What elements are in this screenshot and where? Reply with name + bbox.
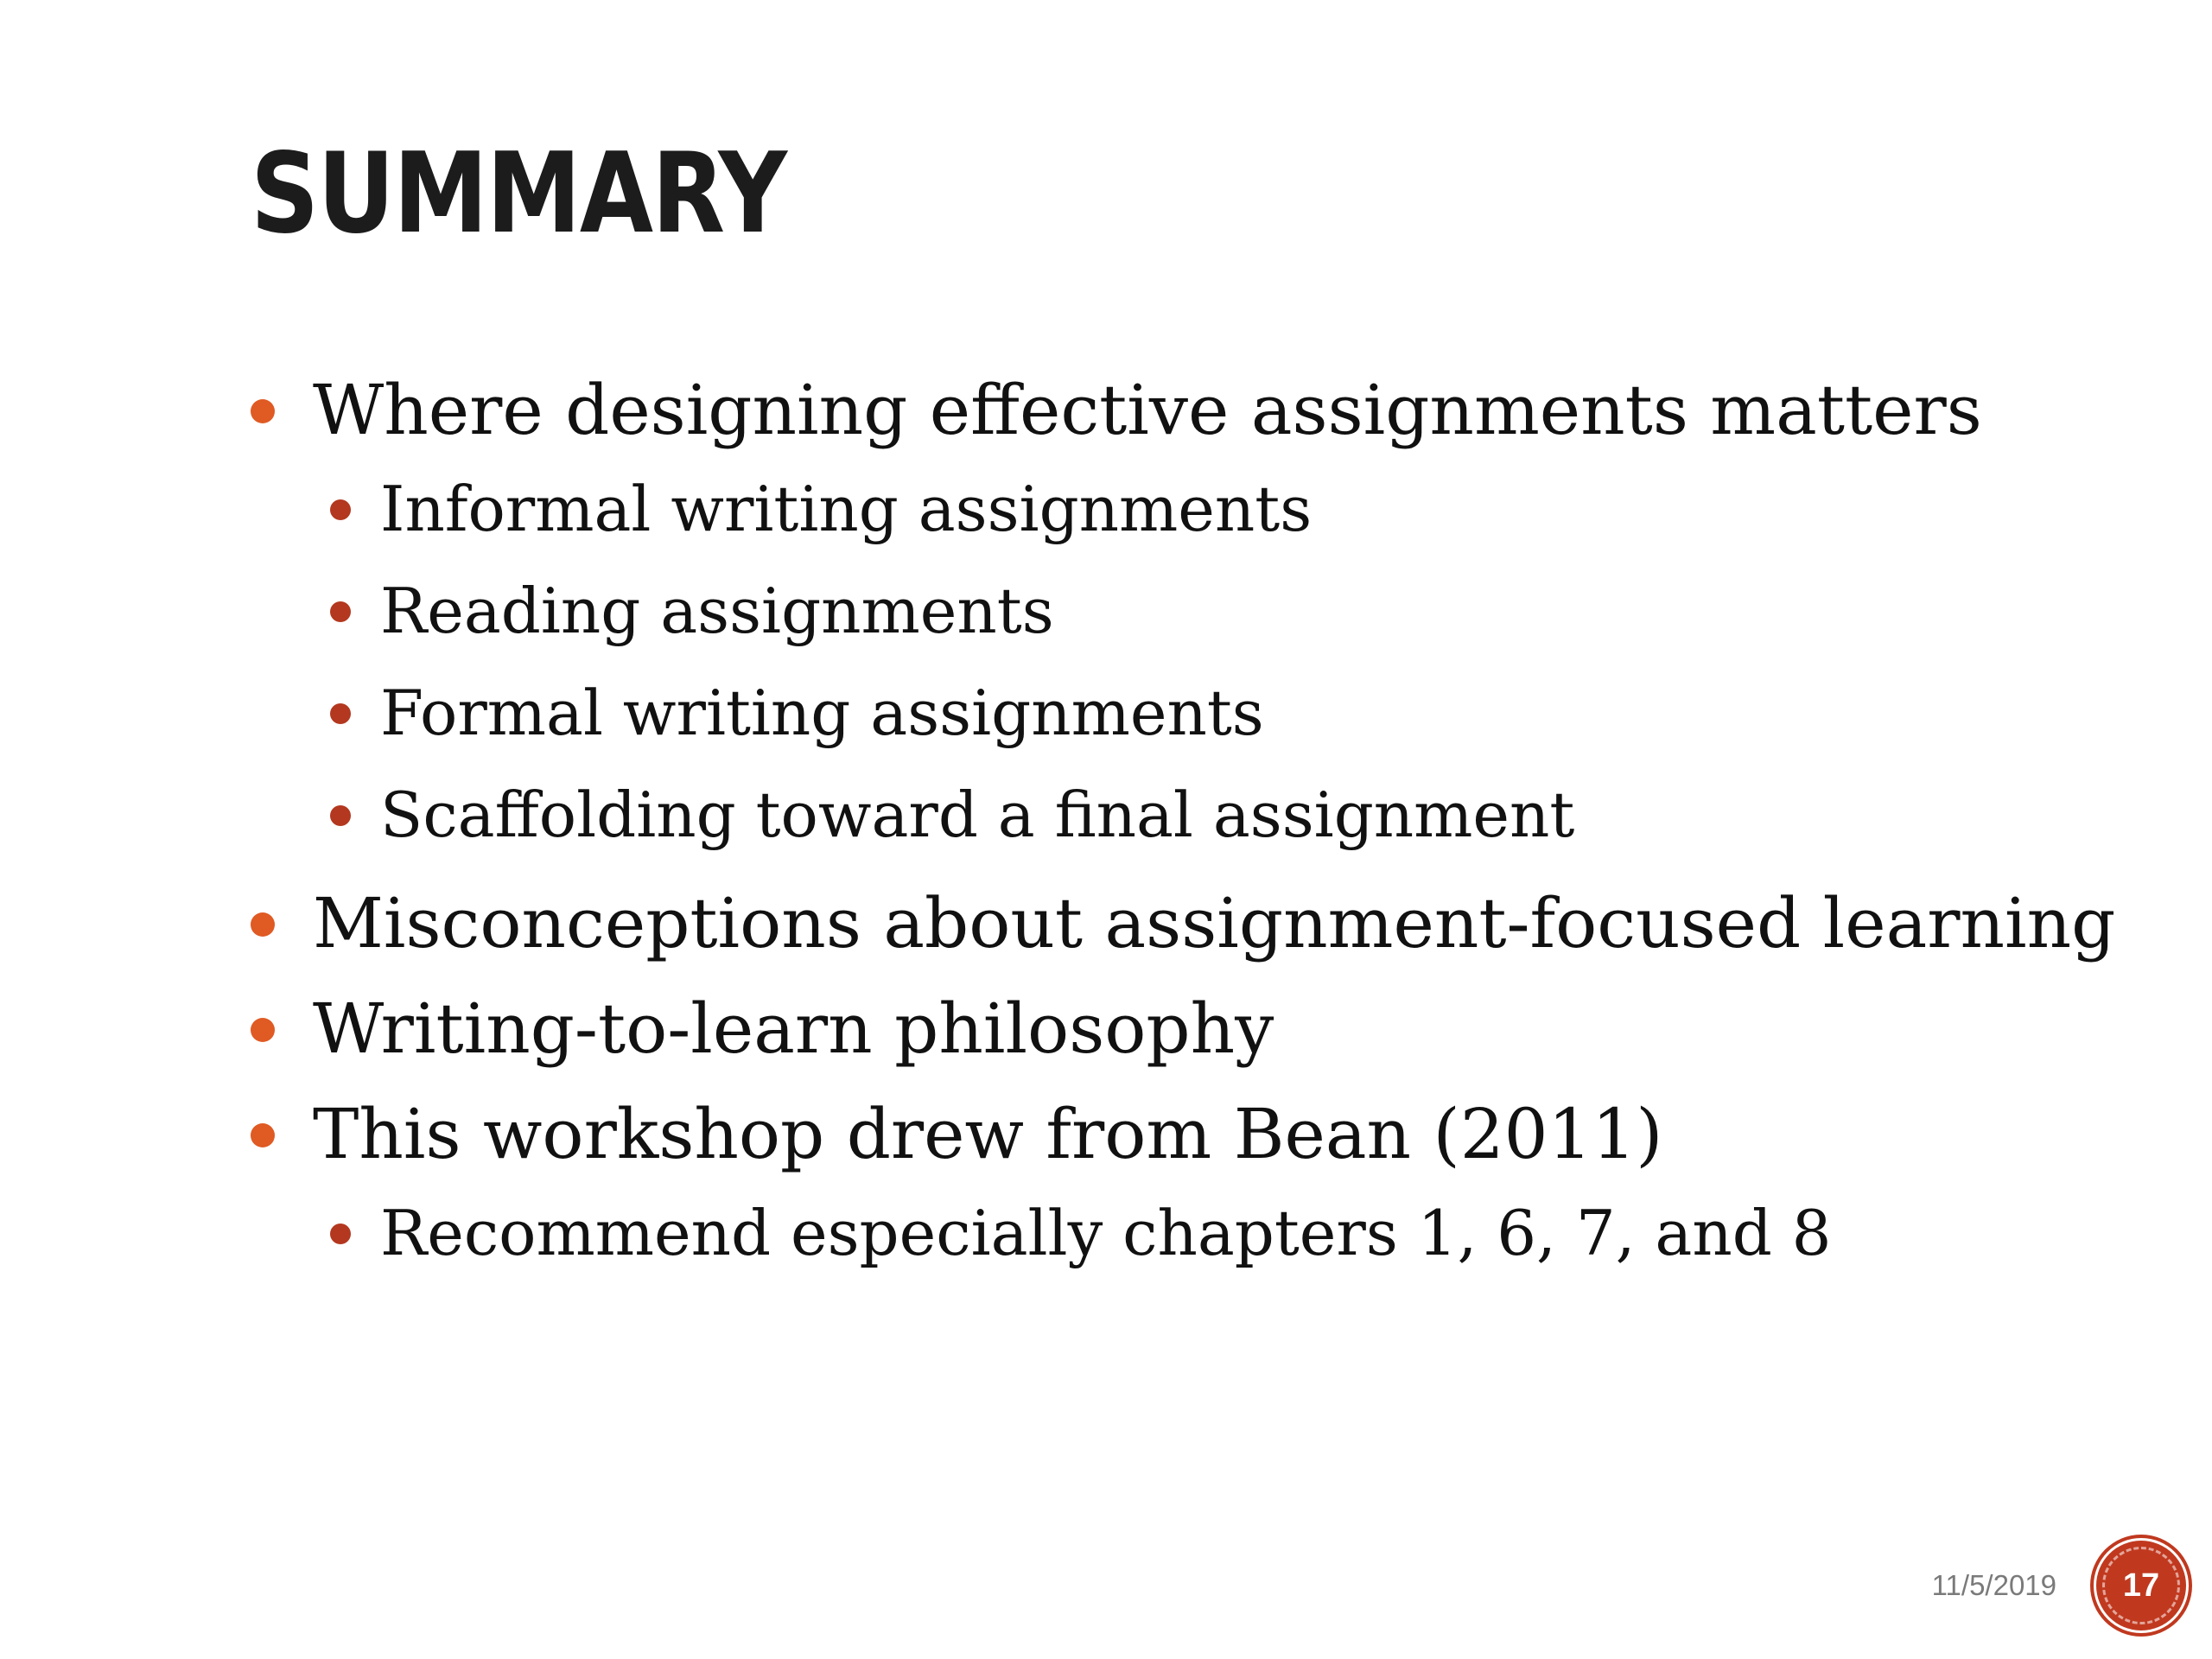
sub-bullet-item <box>251 764 2177 866</box>
bullet-dot-icon <box>251 399 275 423</box>
bullet-item <box>251 363 2177 458</box>
sub-bullet-dot-icon <box>330 805 351 826</box>
sub-bullet-dot-icon <box>330 499 351 520</box>
sub-bullet-dot-icon <box>330 703 351 724</box>
sub-bullet-dot-icon <box>330 601 351 622</box>
sub-bullet-item <box>251 458 2177 560</box>
bullet-list <box>251 363 2177 1284</box>
bullet-text: This workshop drew from Bean (2011) <box>313 1094 1663 1174</box>
bullet-item <box>251 1087 2177 1182</box>
bullet-dot-icon <box>251 1123 275 1147</box>
bullet-item <box>251 982 2177 1077</box>
slide-title: SUMMARY <box>251 130 786 258</box>
bullet-dot-icon <box>251 912 275 937</box>
sub-bullet-item <box>251 1182 2177 1284</box>
sub-bullet-item <box>251 662 2177 764</box>
sub-bullet-text: Recommend especially chapters 1, 6, 7, and 8 <box>380 1197 1832 1269</box>
page-number-badge <box>2096 1541 2186 1630</box>
sub-bullet-dot-icon <box>330 1224 351 1244</box>
bullet-text: Misconceptions about assignment-focused learning <box>313 883 2116 963</box>
sub-bullet-text: Formal writing assignments <box>380 677 1264 749</box>
sub-bullet-text: Informal writing assignments <box>380 473 1313 545</box>
page-number: 17 <box>2122 1567 2160 1604</box>
sub-bullet-item <box>251 560 2177 662</box>
bullet-item <box>251 876 2177 971</box>
sub-bullet-text: Scaffolding toward a final assignment <box>380 779 1575 851</box>
bullet-text: Writing-to-learn philosophy <box>313 988 1274 1069</box>
bullet-dot-icon <box>251 1018 275 1042</box>
bullet-text: Where designing effective assignments matters <box>313 370 1982 450</box>
footer-date: 11/5/2019 <box>1931 1569 2056 1601</box>
sub-bullet-text: Reading assignments <box>380 575 1054 647</box>
